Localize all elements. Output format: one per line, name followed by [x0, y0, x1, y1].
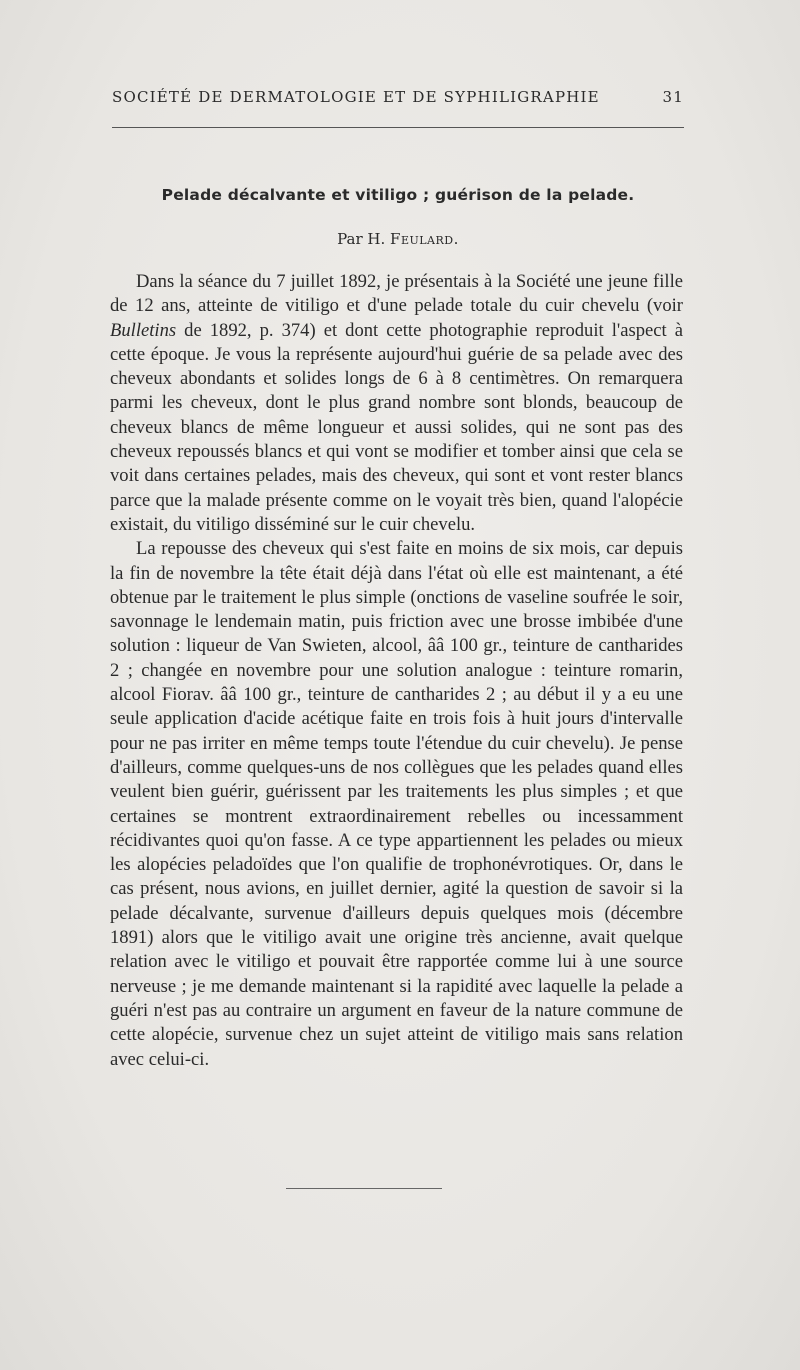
running-title: SOCIÉTÉ DE DERMATOLOGIE ET DE SYPHILIGRAPHIE [112, 88, 600, 106]
paragraph-1-part-1: Dans la séance du 7 juillet 1892, je présentais à la Société une jeune fille de 12 ans, atteinte de vitiligo et d'une pelade totale du cuir chevelu (voir [110, 271, 683, 317]
article-title: Pelade décalvante et vitiligo ; guérison de la pelade. [161, 186, 635, 204]
paragraph-2: La repousse des cheveux qui s'est faite en moins de six mois, car depuis la fin de novembre la tête était déjà dans l'état où elle est maintenant, a été obtenue par le traitement le plus simple (onctions de vaseline soufrée le soir, savonnage le lendemain matin, puis friction avec une brosse imbibée d'une solution : liqueur de Van Swieten, alcool, ââ 100 gr., teinture de cantharides 2 ; changée en novembre pour une solution analogue : teinture romarin, alcool Fiorav. ââ 100 gr., teinture de cantharides 2 ; au début il y a eu une seule application d'acide acétique faite en trois fois à huit jours d'intervalle pour ne pas irriter en même temps toute l'étendue du cuir chevelu). Je pense d'ailleurs, comme quelques-uns de nos collègues que les pelades quand elles veulent bien guérir, guérissent par les traitements les plus simples ; et que certaines se montrent extraordinairement rebelles ou incessamment récidivantes quoi qu'on fasse. A ce type appartiennent les pelades ou mieux les alopécies peladoïdes que l'on qualifie de trophonévrotiques. Or, dans le cas présent, nous avions, en juillet dernier, agité la question de savoir si la pelade décalvante, survenue d'ailleurs depuis quelques mois (décembre 1891) alors que le vitiligo avait une origine très ancienne, avait quelque relation avec le vitiligo et pouvait être rapportée comme lui à une source nerveuse ; je me demande maintenant si la rapidité avec laquelle la pelade a guéri n'est pas au contraire un argument en faveur de la nature commune de cette alopécie, survenue chez un sujet atteint de vitiligo mais sans relation avec celui-ci. [110, 538, 683, 1070]
byline [112, 230, 684, 248]
paragraph-1 [110, 270, 683, 537]
running-head [112, 88, 684, 106]
byline-author: Feulard. [390, 230, 459, 248]
paragraph-1-part-2: de 1892, p. 374) et dont cette photographie reproduit l'aspect à cette époque. Je vous la représente aujourd'hui guérie de sa pelade avec des cheveux abondants et solides longs de 6 à 8 centimètres. On remarquera parmi les cheveux, dont le plus grand nombre sont blonds, beaucoup de cheveux blancs de même longueur et aussi solides, qui ne sont pas des cheveux repoussés blancs et qui vont se modifier et tomber ainsi que cela se voit dans certaines pelades, mais des cheveux, qui sont et vont rester blancs parce que la malade présente comme on le voyait très bien, quand l'alopécie existait, du vitiligo disséminé sur le cuir chevelu. [110, 319, 683, 535]
article-body [110, 270, 683, 1072]
end-divider [286, 1188, 442, 1189]
header-divider [112, 127, 684, 128]
byline-prefix: Par H. [337, 230, 386, 248]
page-number: 31 [662, 88, 684, 106]
bulletins-reference: Bulletins [110, 319, 177, 341]
